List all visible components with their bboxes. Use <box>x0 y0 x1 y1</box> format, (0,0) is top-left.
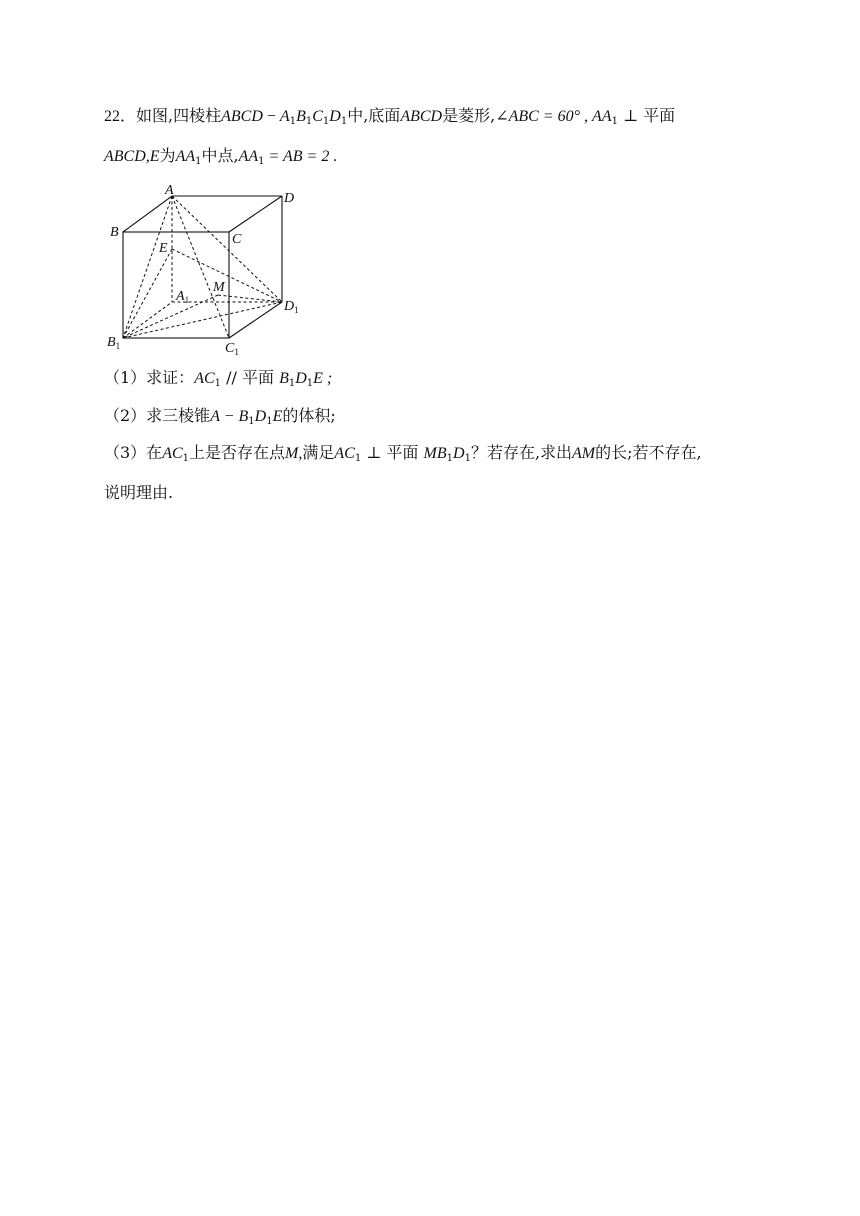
q3-mid2: 满足 <box>302 443 335 462</box>
eq-aa1: AA <box>238 148 259 165</box>
sub-1: 1 <box>214 378 222 389</box>
q3-mid1: 上是否存在点 <box>189 443 286 462</box>
label-b: B <box>110 225 119 240</box>
sub-1: 1 <box>195 156 202 167</box>
prism-top-a: A <box>279 108 290 125</box>
edge-a-b1 <box>123 196 172 338</box>
question-1 <box>104 367 332 390</box>
q1-prefix: （1）求证： <box>104 368 195 387</box>
edge-c1-d1 <box>229 302 282 338</box>
edge-b1-a1 <box>123 302 172 338</box>
q3-ac2: AC <box>334 445 355 462</box>
prism-dash: − <box>262 108 280 125</box>
label-b1-sub: 1 <box>115 341 121 351</box>
q1-d: D <box>295 370 307 387</box>
q2-expr-e: E <box>272 408 283 425</box>
prism-name: ABCD <box>221 108 263 125</box>
eq-value: = AB = 2 . <box>264 148 338 165</box>
aa1-text: AA <box>592 108 612 125</box>
label-d1-sub: 1 <box>294 305 299 315</box>
angle-expr: ∠ABC = 60° <box>495 108 581 125</box>
edge-e-b1 <box>123 249 172 338</box>
sub-1: 1 <box>258 156 265 167</box>
sub-1: 1 <box>182 453 190 464</box>
prism-figure <box>104 180 304 358</box>
label-c: C <box>232 232 242 247</box>
q2-expr-d: D <box>254 408 267 425</box>
q1-ac: AC <box>194 370 215 387</box>
q1-b: B <box>279 370 289 387</box>
label-e: E <box>159 241 168 256</box>
q1-parallel: // 平面 <box>221 368 280 387</box>
q3-m: M, <box>285 445 303 462</box>
question-2 <box>104 405 336 428</box>
sub-1: 1 <box>611 116 618 127</box>
edge-c-d <box>229 196 282 232</box>
prism-top-b: B <box>296 108 306 125</box>
q3-tail: 的长;若不存在, <box>595 443 702 462</box>
sub-1: 1 <box>288 378 296 389</box>
q3-d: D <box>453 445 465 462</box>
sub-1: 1 <box>322 116 330 127</box>
label-c1-sub: 1 <box>234 347 239 357</box>
label-c1 <box>225 341 239 357</box>
question-3 <box>104 442 702 465</box>
intro-text-2: 中,底面 <box>347 106 401 125</box>
q3-prefix: （3）在 <box>104 443 163 462</box>
problem-number: 22． <box>104 108 137 125</box>
q1-e: E ; <box>313 370 333 387</box>
edge-b-a-d <box>123 196 282 232</box>
q3-ac: AC <box>162 445 183 462</box>
question-3-line-2 <box>104 482 173 504</box>
label-a: A <box>165 183 174 198</box>
label-d: D <box>284 191 295 206</box>
sub-1: 1 <box>289 116 297 127</box>
q2-expr-a: A − B <box>210 408 249 425</box>
label-b1 <box>107 335 120 351</box>
edge-m-b1 <box>123 295 218 338</box>
label-a1 <box>175 289 189 305</box>
aa1-text-2: AA <box>175 148 196 165</box>
base-name: ABCD <box>400 108 443 125</box>
label-a1-main: A <box>176 289 185 304</box>
problem-line-2 <box>104 145 337 168</box>
plane-abcd-e: ABCD,E <box>104 148 160 165</box>
perp-plane-text: ⊥ 平面 <box>617 106 676 125</box>
sub-1: 1 <box>464 453 471 464</box>
label-c1-main: C <box>225 341 235 356</box>
edge-m-d1 <box>218 295 282 302</box>
q2-suffix: 的体积; <box>282 406 336 425</box>
sub-1: 1 <box>340 116 348 127</box>
edge-a-d1 <box>172 196 282 302</box>
label-m: M <box>213 280 225 295</box>
q3-line2: 说明理由. <box>104 483 174 502</box>
intro-text-3: 是菱形, <box>442 106 496 125</box>
problem-line-1 <box>104 105 675 128</box>
text-wei: 为 <box>159 146 176 165</box>
label-b1-main: B <box>107 335 116 350</box>
prism-top-c: C <box>312 108 323 125</box>
label-d1 <box>283 299 299 315</box>
midpoint-text: 中点, <box>201 146 239 165</box>
q3-mid3: ？若存在,求出 <box>470 443 573 462</box>
comma: , <box>580 108 593 125</box>
intro-text-1: 如图,四棱柱 <box>136 106 222 125</box>
sub-1: 1 <box>306 378 314 389</box>
q3-am: AM <box>572 445 596 462</box>
label-d1-main: D <box>284 299 295 314</box>
sub-1: 1 <box>446 453 453 464</box>
sub-1: 1 <box>305 116 313 127</box>
label-a1-sub: 1 <box>184 295 190 305</box>
sub-1: 1 <box>248 416 255 427</box>
sub-1: 1 <box>266 416 273 427</box>
prism-top-d: D <box>329 108 341 125</box>
edge-a-c1 <box>172 196 229 338</box>
q3-perp: ⊥ 平面 <box>361 443 424 462</box>
q2-prefix: （2）求三棱锥 <box>104 406 211 425</box>
sub-1: 1 <box>354 453 362 464</box>
q3-mb: MB <box>423 445 447 462</box>
